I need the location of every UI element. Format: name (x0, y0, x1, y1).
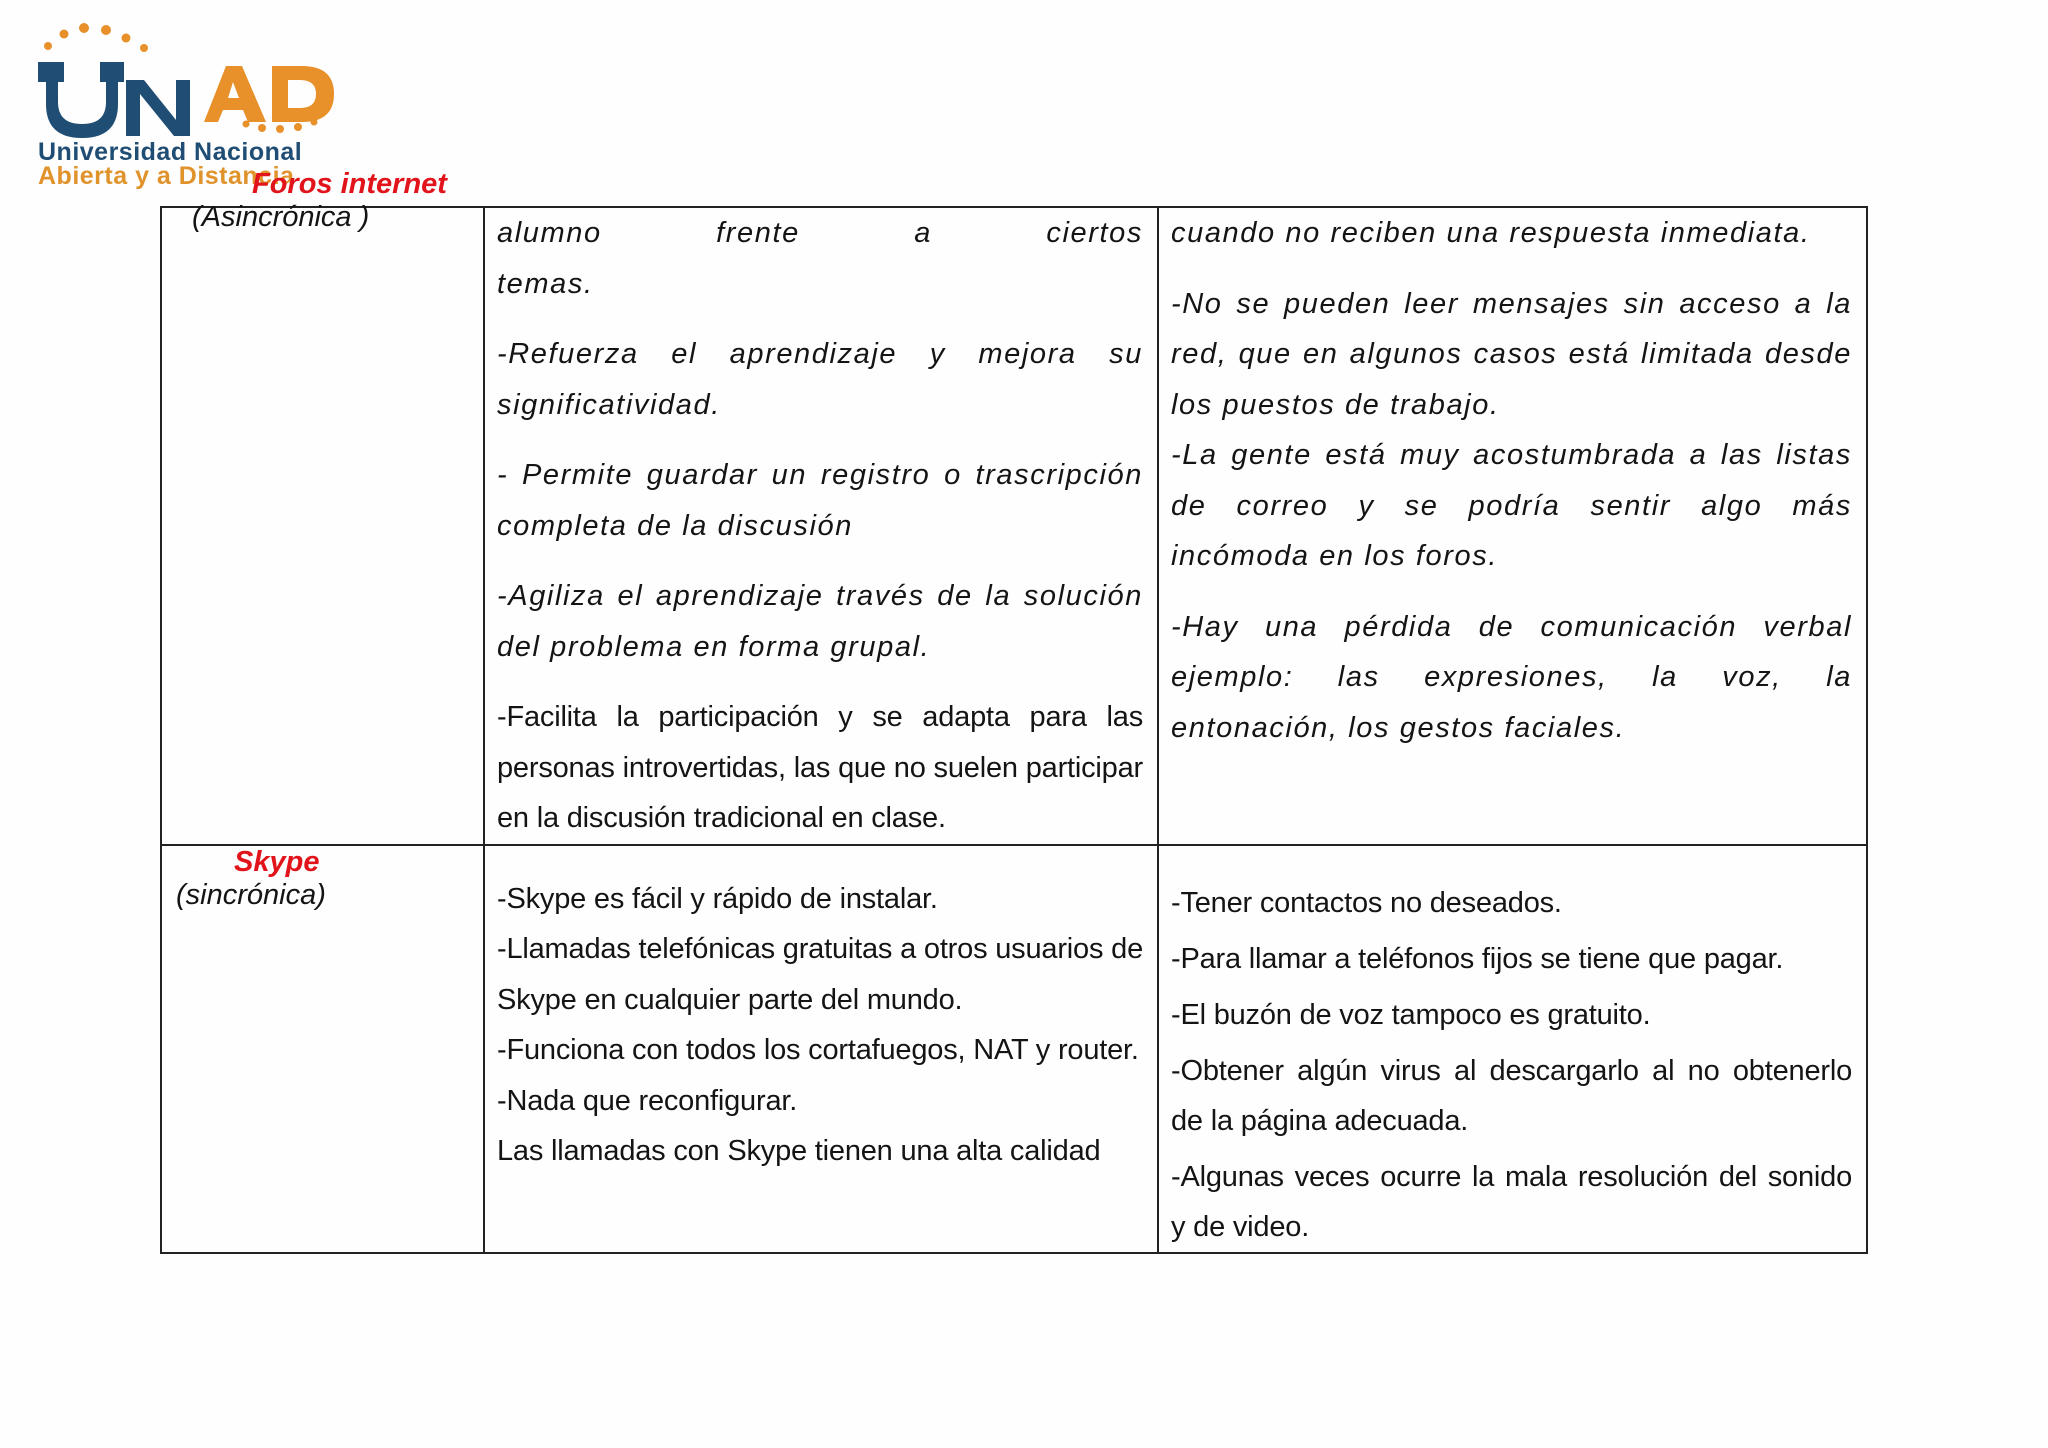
list-item: -Funciona con todos los cortafuegos, NAT y router. (497, 1034, 1139, 1066)
list-item: - Permite guardar un registro o trascripción completa de la discusión (497, 459, 1143, 542)
list-item: -La gente está muy acostumbrada a las listas de correo y se podría sentir algo más incómoda en los foros. (1171, 439, 1852, 572)
row-label-title: Foros internet (252, 168, 447, 200)
row-label-subtitle: (sincrónica) (176, 878, 326, 911)
row-label-cell (161, 845, 484, 1253)
list-item: -Tener contactos no deseados. (1171, 886, 1562, 919)
list-item: -Refuerza el aprendizaje y mejora su significatividad. (497, 338, 1143, 421)
comparison-table (160, 168, 1868, 1254)
list-item: -Facilita la participación y se adapta para las personas introvertidas, las que no suelen participar en la discusión tradicional en clase. (497, 701, 1143, 834)
list-item: Las llamadas con Skype tienen una alta calidad (497, 1135, 1101, 1167)
list-item: -Obtener algún virus al descargarlo al no obtenerlo de la página adecuada. (1171, 1054, 1852, 1137)
row-label-title: Skype (234, 845, 320, 878)
list-item: -Llamadas telefónicas gratuitas a otros usuarios de Skype en cualquier parte del mundo. (497, 933, 1143, 1016)
list-item: cuando no reciben una respuesta inmediata. (1171, 217, 1811, 249)
logo-line-2: Abierta y a Distancia (38, 162, 295, 190)
disadvantages-cell (1158, 845, 1867, 1253)
table-row (161, 207, 1867, 845)
list-item: -El buzón de voz tampoco es gratuito. (1171, 998, 1651, 1031)
list-item: alumno frente a ciertos temas. (497, 217, 1143, 300)
unad-logo (34, 22, 374, 192)
list-item: -No se pueden leer mensajes sin acceso a la red, que en algunos casos está limitada desde los puestos de trabajo. (1171, 287, 1852, 421)
list-item: -Nada que reconfigurar. (497, 1084, 798, 1117)
list-item: -Para llamar a teléfonos fijos se tiene que pagar. (1171, 942, 1784, 975)
advantages-cell (484, 845, 1158, 1253)
list-item: -Agiliza el aprendizaje través de la solución del problema en forma grupal. (497, 580, 1143, 663)
row-label-subtitle: (Asincrónica ) (192, 201, 370, 233)
disadvantages-cell (1158, 207, 1867, 845)
table-row (161, 845, 1867, 1253)
list-item: -Skype es fácil y rápido de instalar. (497, 882, 938, 915)
advantages-cell (484, 207, 1158, 845)
logo-line-1: Universidad Nacional (38, 138, 303, 166)
list-item: -Hay una pérdida de comunicación verbal ejemplo: las expresiones, la voz, la entonación, los gestos faciales. (1171, 610, 1852, 744)
list-item: -Algunas veces ocurre la mala resolución del sonido y de video. (1171, 1160, 1852, 1243)
row-label-cell (161, 168, 484, 845)
